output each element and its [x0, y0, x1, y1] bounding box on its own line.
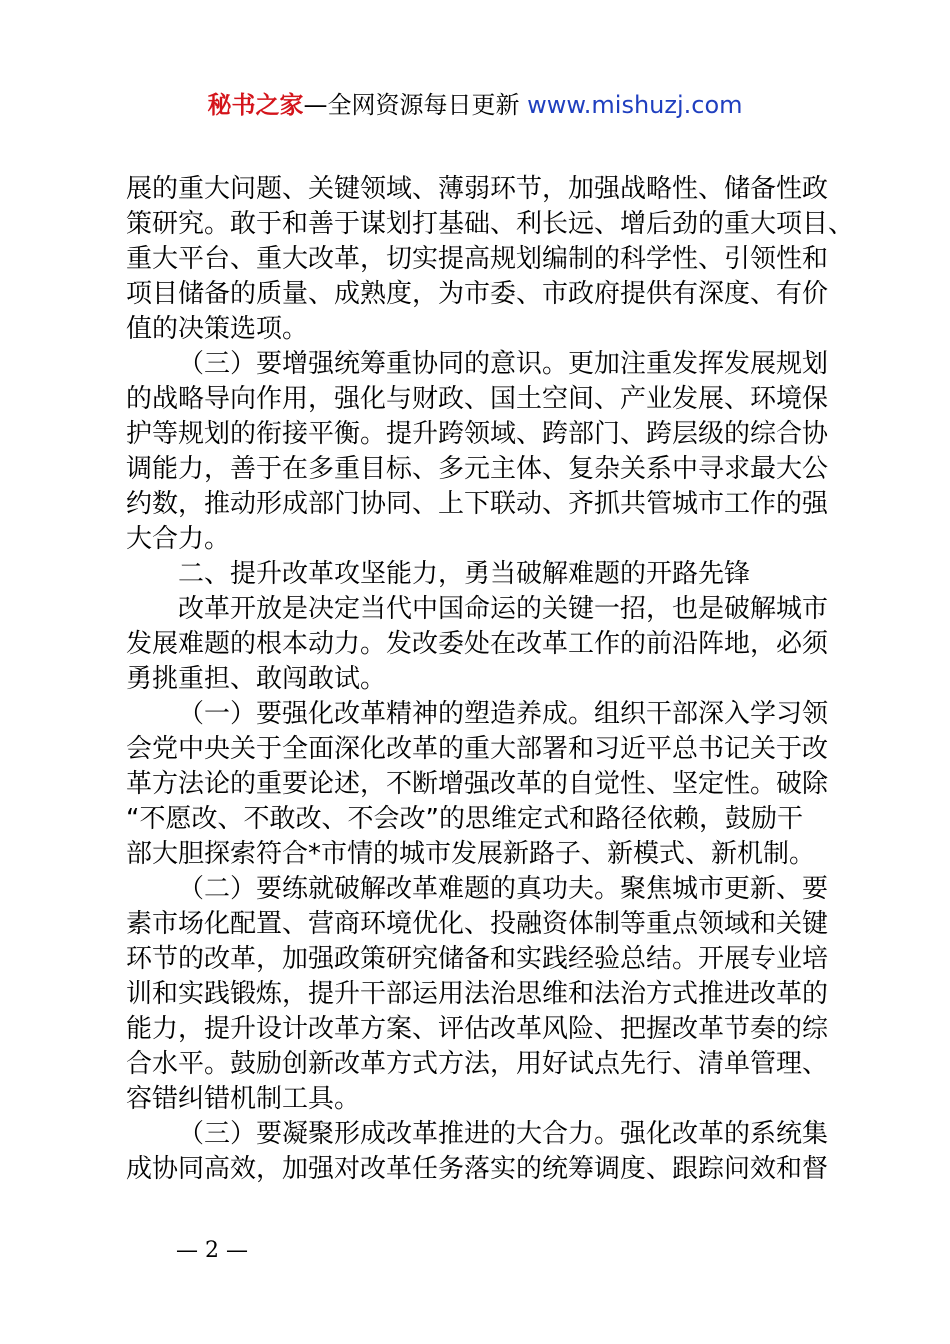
text-line: 二、提升改革攻坚能力，勇当破解难题的开路先锋: [178, 559, 751, 589]
text-line: 调能力，善于在多重目标、多元主体、复杂关系中寻求最大公: [126, 454, 829, 484]
text-line: 改革开放是决定当代中国命运的关键一招，也是破解城市: [178, 594, 829, 624]
text-line: 大合力。: [126, 524, 231, 554]
text-line: 合水平。鼓励创新改革方式方法，用好试点先行、清单管理、: [126, 1049, 829, 1079]
text-line: （三）要增强统筹重协同的意识。更加注重发挥发展规划: [178, 349, 829, 379]
text-line: 发展难题的根本动力。发改委处在改革工作的前沿阵地，必须: [126, 629, 829, 659]
text-line: 部大胆探索符合*市情的城市发展新路子、新模式、新机制。: [126, 839, 816, 869]
text-line: 展的重大问题、关键领域、薄弱环节，加强战略性、储备性政: [126, 174, 829, 204]
text-line: 项目储备的质量、成熟度，为市委、市政府提供有深度、有价: [126, 279, 829, 309]
website-url[interactable]: www.mishuzj.com: [527, 91, 743, 119]
text-line: 革方法论的重要论述，不断增强改革的自觉性、坚定性。破除: [126, 769, 829, 799]
text-line: （一）要强化改革精神的塑造养成。组织干部深入学习领: [178, 699, 829, 729]
text-line: 训和实践锻炼，提升干部运用法治思维和法治方式推进改革的: [126, 979, 829, 1009]
text-line: （二）要练就破解改革难题的真功夫。聚焦城市更新、要: [178, 874, 829, 904]
text-line: 能力，提升设计改革方案、评估改革风险、把握改革节奏的综: [126, 1014, 829, 1044]
document-body: [126, 172, 855, 1187]
text-line: 重大平台、重大改革，切实提高规划编制的科学性、引领性和: [126, 244, 829, 274]
brand-name: 秘书之家: [207, 91, 304, 119]
text-line: “不愿改、不敢改、不会改”的思维定式和路径依赖，鼓励干: [126, 804, 803, 834]
header-tagline: —全网资源每日更新: [303, 91, 528, 119]
page-number: — 2 —: [176, 1238, 248, 1263]
text-line: 策研究。敢于和善于谋划打基础、利长远、增后劲的重大项目、: [126, 209, 855, 239]
text-line: （三）要凝聚形成改革推进的大合力。强化改革的系统集: [178, 1119, 829, 1149]
text-line: 勇挑重担、敢闯敢试。: [126, 664, 387, 694]
text-line: 容错纠错机制工具。: [126, 1084, 361, 1114]
text-line: 会党中央关于全面深化改革的重大部署和习近平总书记关于改: [126, 734, 829, 764]
text-line: 值的决策选项。: [126, 314, 309, 344]
text-line: 环节的改革，加强政策研究储备和实践经验总结。开展专业培: [126, 944, 829, 974]
text-line: 成协同高效，加强对改革任务落实的统筹调度、跟踪问效和督: [126, 1154, 829, 1184]
text-line: 的战略导向作用，强化与财政、国土空间、产业发展、环境保: [126, 384, 829, 414]
text-line: 护等规划的衔接平衡。提升跨领域、跨部门、跨层级的综合协: [126, 419, 829, 449]
text-line: 约数，推动形成部门协同、上下联动、齐抓共管城市工作的强: [126, 489, 829, 519]
text-line: 素市场化配置、营商环境优化、投融资体制等重点领域和关键: [126, 909, 829, 939]
site-header: [0, 88, 950, 122]
